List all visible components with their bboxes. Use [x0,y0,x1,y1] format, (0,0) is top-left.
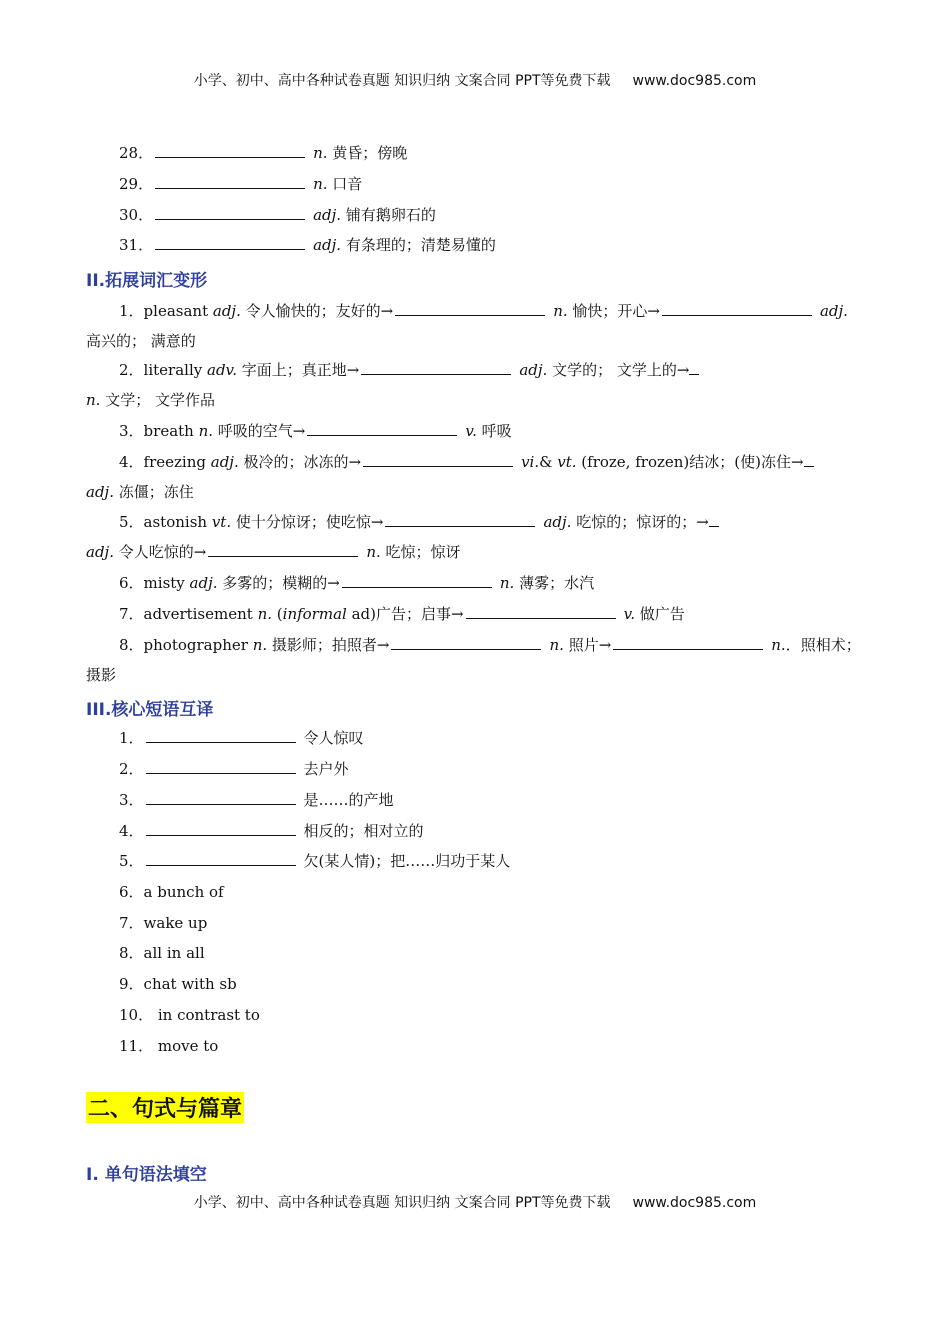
answer-blank[interactable] [146,728,296,743]
word-form-item: 8．photographer n. 摄影师；拍照者→ n. 照片→ n.．照相术； [119,636,861,654]
phrase-item: 5． 欠(某人情)；把……归功于某人 [119,852,511,870]
vocab-item: 31． adj. 有条理的；清楚易懂的 [119,236,496,254]
word-form-item: 4．freezing adj. 极冷的；冰冻的→ vi.& vt. (froze, frozen)结冰；(使)冻住→ [119,451,909,473]
answer-blank[interactable] [363,452,513,467]
answer-blank[interactable] [155,235,305,250]
answer-blank[interactable] [146,851,296,866]
answer-blank[interactable] [146,759,296,774]
part-heading: 二、句式与篇章 [86,1092,244,1123]
vocab-item: 28． n. 黄昏；傍晚 [119,144,408,162]
header-url[interactable]: www.doc985.com [632,1195,757,1211]
word-form-continuation: adj. 冻僵；冻住 [86,483,194,501]
word-form-continuation: n. 文学； 文学作品 [86,391,215,409]
word-form-continuation: 摄影 [86,666,117,684]
word-form-continuation: 高兴的； 满意的 [86,332,196,350]
section-title-grammar-fill: I. 单句语法填空 [86,1165,207,1185]
answer-blank[interactable] [155,143,305,158]
word-form-item: 3．breath n. 呼吸的空气→ v. 呼吸 [119,422,512,440]
answer-blank[interactable] [307,421,457,436]
answer-blank[interactable] [361,360,511,375]
page-header-bottom [0,1192,950,1212]
answer-blank[interactable] [385,512,535,527]
answer-blank[interactable] [208,542,358,557]
phrase-item: 10． in contrast to [119,1006,260,1024]
phrase-item: 8．all in all [119,944,205,962]
answer-blank[interactable] [391,635,541,650]
header-text: 小学、初中、高中各种试卷真题 知识归纳 文案合同 PPT等免费下载 [193,73,611,89]
phrase-item: 1． 令人惊叹 [119,729,364,747]
word-form-item: 7．advertisement n. (informal ad)广告；启事→ v. 做广告 [119,605,685,623]
answer-blank[interactable] [613,635,763,650]
answer-blank[interactable] [662,301,812,316]
header-url[interactable]: www.doc985.com [632,73,757,89]
word-form-continuation: adj. 令人吃惊的→ n. 吃惊；惊讶 [86,543,461,561]
word-form-item: 5．astonish vt. 使十分惊讶；使吃惊→ adj. 吃惊的；惊讶的；→ [119,511,909,533]
answer-blank[interactable] [466,604,616,619]
word-form-item: 6．misty adj. 多雾的；模糊的→ n. 薄雾；水汽 [119,574,595,592]
vocab-item: 30． adj. 铺有鹅卵石的 [119,206,436,224]
phrase-item: 11． move to [119,1037,219,1055]
phrase-item: 7．wake up [119,914,208,932]
answer-blank[interactable] [689,360,699,375]
phrase-item: 9．chat with sb [119,975,237,993]
page-header-top [0,70,950,90]
word-form-item: 2．literally adv. 字面上；真正地→ adj. 文学的； 文学上的→ [119,359,909,381]
phrase-item: 3． 是……的产地 [119,791,394,809]
header-text: 小学、初中、高中各种试卷真题 知识归纳 文案合同 PPT等免费下载 [193,1195,611,1211]
answer-blank[interactable] [804,452,814,467]
answer-blank[interactable] [709,512,719,527]
answer-blank[interactable] [342,573,492,588]
vocab-item: 29． n. 口音 [119,175,363,193]
answer-blank[interactable] [155,174,305,189]
answer-blank[interactable] [146,821,296,836]
section-title-word-forms: II.拓展词汇变形 [86,271,208,291]
phrase-item: 2． 去户外 [119,760,349,778]
answer-blank[interactable] [395,301,545,316]
word-form-item: 1．pleasant adj. 令人愉快的；友好的→ n. 愉快；开心→ adj. [119,302,848,320]
answer-blank[interactable] [155,205,305,220]
section-title-phrases: III.核心短语互译 [86,700,214,720]
phrase-item: 4． 相反的；相对立的 [119,822,424,840]
answer-blank[interactable] [146,790,296,805]
phrase-item: 6．a bunch of [119,883,224,901]
